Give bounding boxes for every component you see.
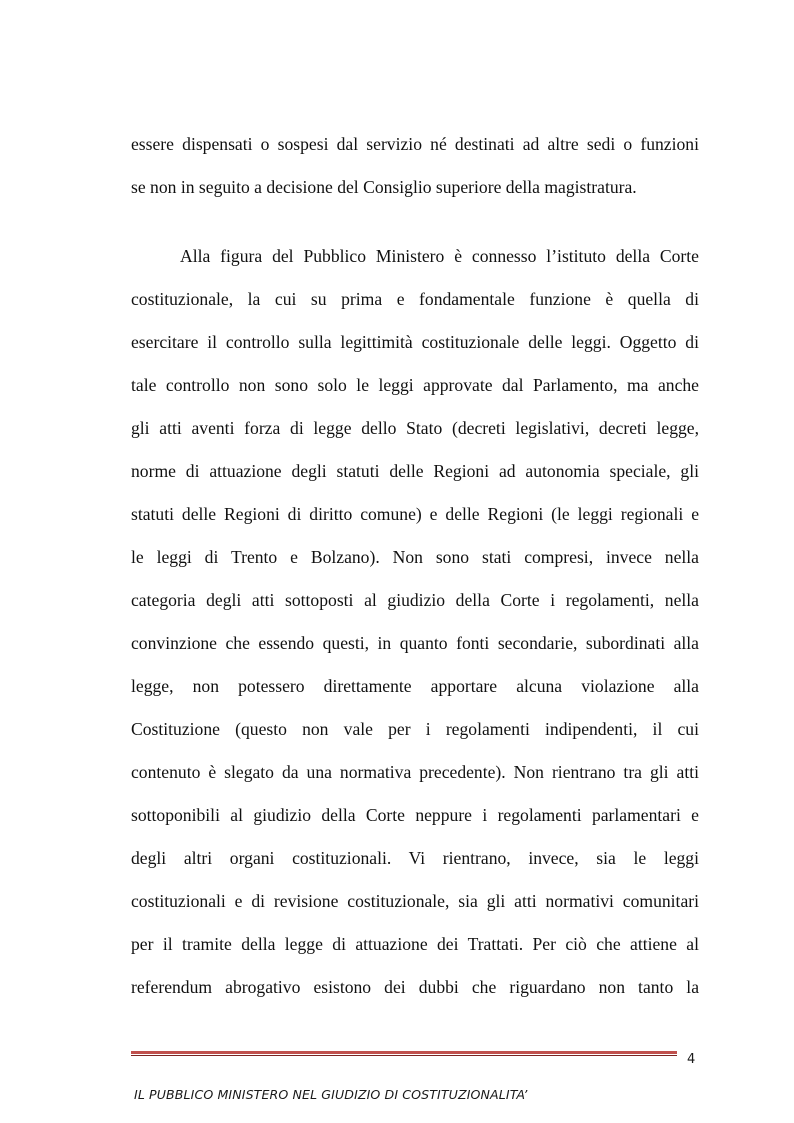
- footer-title: IL PUBBLICO MINISTERO NEL GIUDIZIO DI COSTITUZIONALITA’: [134, 1087, 528, 1102]
- text-line: statuti delle Regioni di diritto comune) e delle Regioni (le leggi regionali e: [131, 504, 699, 524]
- text-line: referendum abrogativo esistono dei dubbi che riguardano non tanto la: [131, 977, 699, 997]
- text-line: costituzionale, la cui su prima e fondamentale funzione è quella di: [131, 289, 699, 309]
- text-line: categoria degli atti sottoposti al giudizio della Corte i regolamenti, nella: [131, 590, 699, 610]
- text-line: esercitare il controllo sulla legittimità costituzionale delle leggi. Oggetto di: [131, 332, 699, 352]
- text-line: le leggi di Trento e Bolzano). Non sono stati compresi, invece nella: [131, 547, 699, 567]
- body-text: [131, 128, 699, 1014]
- text-line: norme di attuazione degli statuti delle Regioni ad autonomia speciale, gli: [131, 461, 699, 481]
- paragraph-gap: [131, 214, 699, 240]
- text-line: convinzione che essendo questi, in quanto fonti secondarie, subordinati alla: [131, 633, 699, 653]
- text-line: per il tramite della legge di attuazione dei Trattati. Per ciò che attiene al: [131, 934, 699, 954]
- text-line: contenuto è slegato da una normativa precedente). Non rientrano tra gli atti: [131, 762, 699, 782]
- text-line: se non in seguito a decisione del Consiglio superiore della magistratura.: [131, 177, 637, 197]
- text-line: Alla figura del Pubblico Ministero è connesso l’istituto della Corte: [180, 246, 699, 266]
- text-line: gli atti aventi forza di legge dello Stato (decreti legislativi, decreti legge,: [131, 418, 699, 438]
- text-line: sottoponibili al giudizio della Corte neppure i regolamenti parlamentari e: [131, 805, 699, 825]
- text-line: essere dispensati o sospesi dal servizio né destinati ad altre sedi o funzioni: [131, 134, 699, 154]
- page-number: 4: [687, 1052, 696, 1067]
- footer-rule: [131, 1051, 677, 1057]
- text-line: legge, non potessero direttamente apportare alcuna violazione alla: [131, 676, 699, 696]
- text-line: Costituzione (questo non vale per i regolamenti indipendenti, il cui: [131, 719, 699, 739]
- text-line: tale controllo non sono solo le leggi approvate dal Parlamento, ma anche: [131, 375, 699, 395]
- text-line: costituzionali e di revisione costituzionale, sia gli atti normativi comunitari: [131, 891, 699, 911]
- text-line: degli altri organi costituzionali. Vi rientrano, invece, sia le leggi: [131, 848, 699, 868]
